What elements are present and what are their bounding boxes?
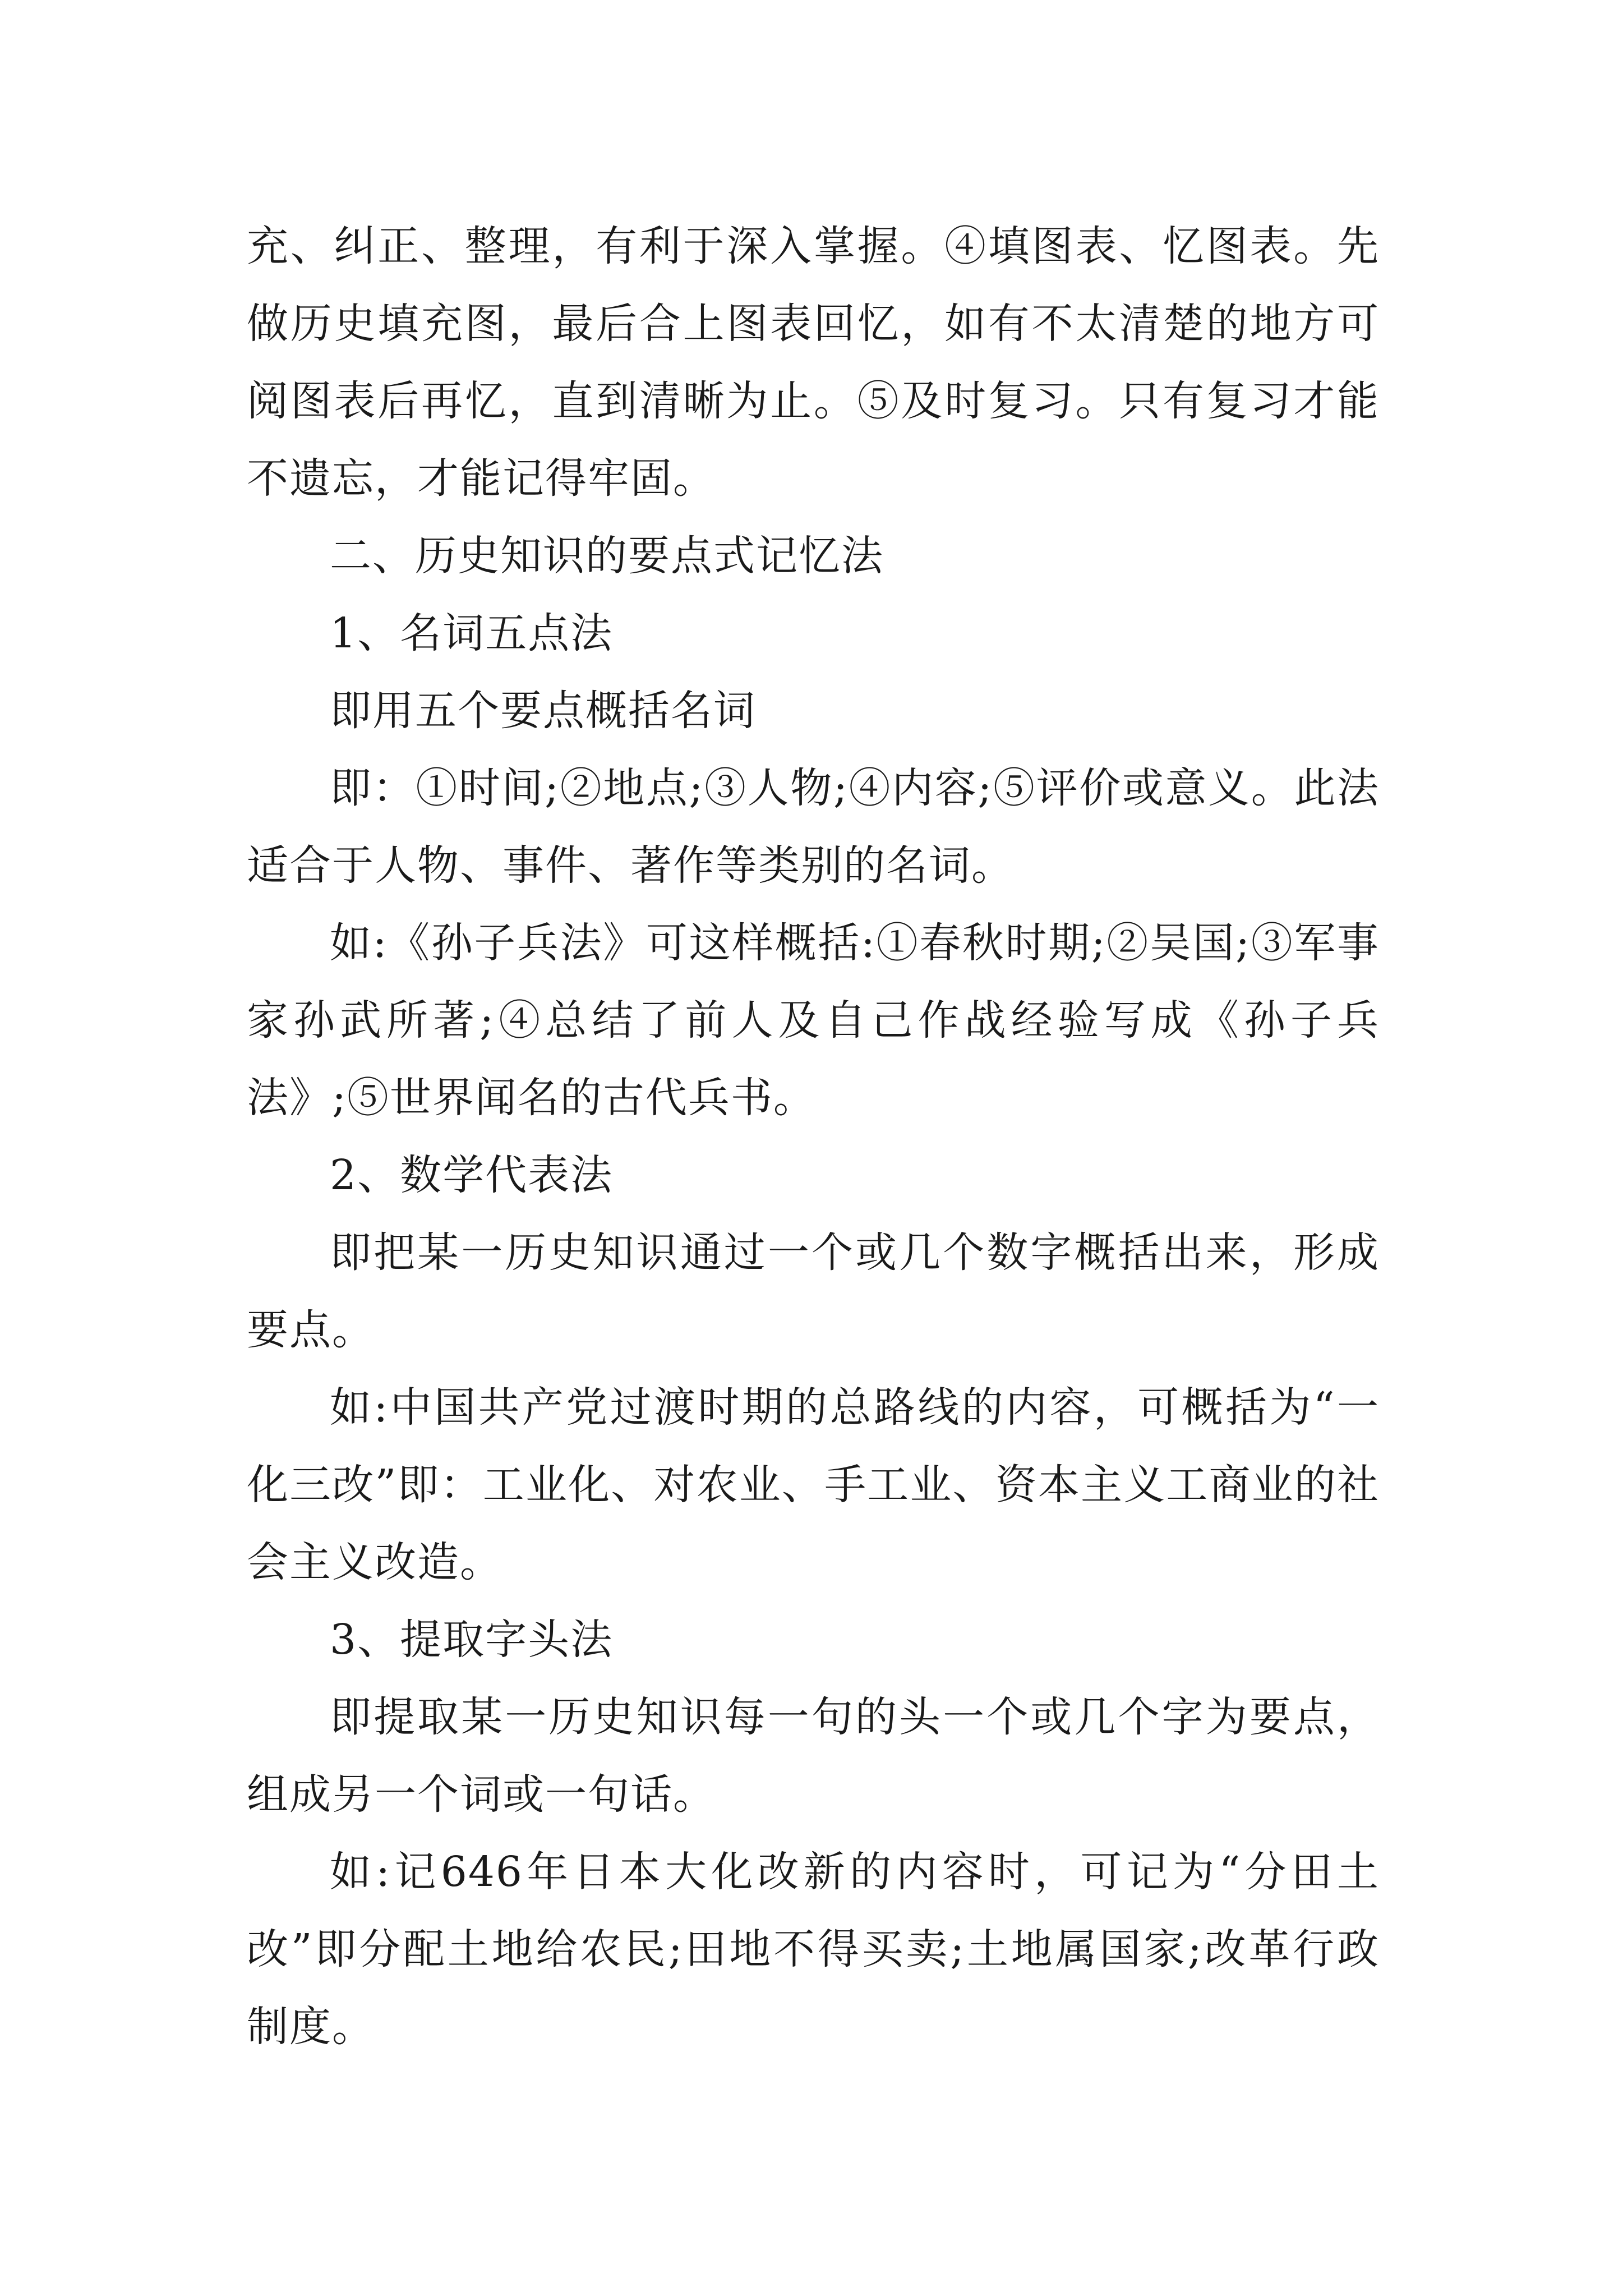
paragraph-five-points: 即：①时间;②地点;③人物;④内容;⑤评价或意义。此法适合于人物、事件、著作等类别的名词。 [247, 764, 1380, 890]
paragraph-definition: 即用五个要点概括名词 [330, 687, 756, 735]
paragraph-example-general-line: 如:中国共产党过渡时期的总路线的内容，可概括为“一化三改”即：工业化、对农业、手工业、资本主义工商业的社会主义改造。 [247, 1383, 1380, 1586]
section-heading-2: 二、历史知识的要点式记忆法 [330, 532, 884, 580]
paragraph-first-char-definition: 即提取某一历史知识每一句的头一个或几个字为要点，组成另一个词或一句话。 [247, 1693, 1380, 1819]
subheading-first-char-method: 3、提取字头法 [330, 1616, 614, 1664]
paragraph-example-taika-reform: 如:记646年日本大化改新的内容时，可记为“分田土改”即分配土地给农民;田地不得买卖;土地属国家;改革行政制度。 [247, 1848, 1380, 2051]
subheading-number-method: 2、数学代表法 [330, 1151, 614, 1199]
subheading-noun-five-points: 1、名词五点法 [330, 609, 614, 657]
paragraph-number-definition: 即把某一历史知识通过一个或几个数字概括出来，形成要点。 [247, 1228, 1380, 1354]
paragraph-example-sunzi: 如:《孙子兵法》可这样概括:①春秋时期;②吴国;③军事家孙武所著;④总结了前人及自己作战经验写成《孙子兵法》;⑤世界闻名的古代兵书。 [247, 919, 1380, 1122]
paragraph-continuation: 充、纠正、整理，有利于深入掌握。④填图表、忆图表。先做历史填充图，最后合上图表回忆，如有不太清楚的地方可阅图表后再忆，直到清晰为止。⑤及时复习。只有复习才能不遗忘，才能记得牢固。 [247, 222, 1380, 503]
document-page [247, 208, 1380, 2065]
